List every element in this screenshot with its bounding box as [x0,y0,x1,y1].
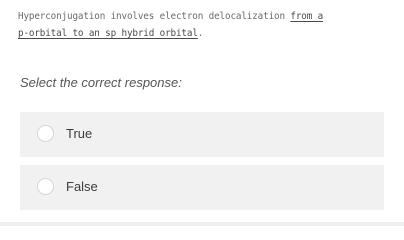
question-text-part: Hyperconjugation involves electron delocalization [18,11,285,22]
question-underlined-part: p-orbital to an sp [18,28,117,39]
radio-button[interactable] [37,178,54,195]
option-label: False [66,179,98,194]
question-period: . [197,28,204,39]
option-true[interactable] [20,112,384,157]
question-line-1 [18,8,388,25]
option-false[interactable] [20,165,384,210]
question-text [18,8,388,42]
question-underlined-part: from a [290,11,324,22]
question-underlined-part: hybrid orbital [116,28,198,39]
response-prompt: Select the correct response: [20,75,182,90]
radio-button[interactable] [37,125,54,142]
question-line-2 [18,25,388,42]
bottom-divider [0,222,404,226]
option-label: True [66,126,93,141]
